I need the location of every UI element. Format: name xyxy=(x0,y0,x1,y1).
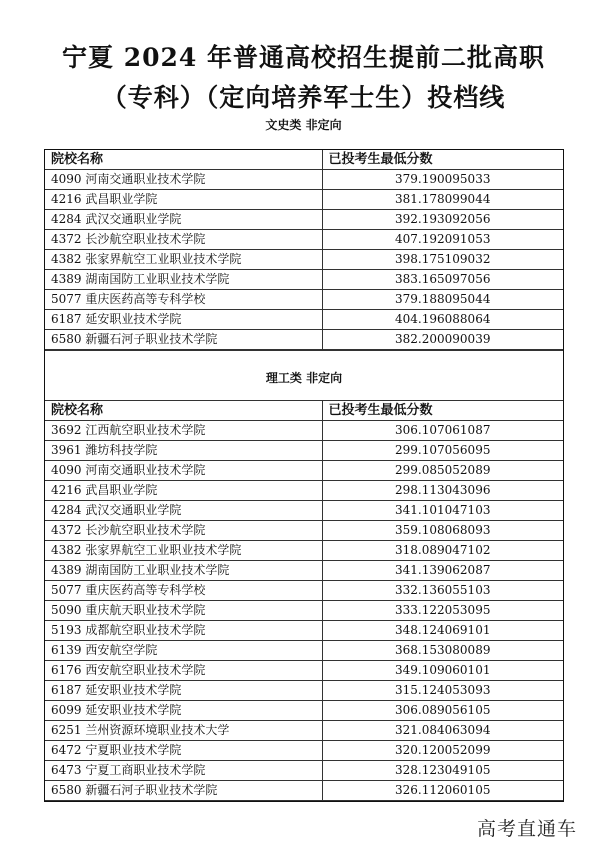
school-cell: 6187 延安职业技术学院 xyxy=(45,681,322,701)
score-cell: 298.113043096 xyxy=(322,481,563,501)
table-row xyxy=(45,170,563,190)
table-row xyxy=(45,621,563,641)
table-row xyxy=(45,641,563,661)
section-2-heading xyxy=(45,350,563,401)
school-cell: 6139 西安航空学院 xyxy=(45,641,322,661)
score-cell: 349.109060101 xyxy=(322,661,563,681)
table-row xyxy=(45,521,563,541)
score-cell: 315.124053093 xyxy=(322,681,563,701)
school-cell: 5090 重庆航天职业技术学院 xyxy=(45,601,322,621)
table-row xyxy=(45,481,563,501)
table-row xyxy=(45,190,563,210)
table-row xyxy=(45,661,563,681)
table-row xyxy=(45,581,563,601)
watermark-text: 高考直通车 xyxy=(476,818,577,840)
table-header-row xyxy=(45,150,563,170)
score-cell: 368.153080089 xyxy=(322,641,563,661)
score-cell: 359.108068093 xyxy=(322,521,563,541)
score-cell: 379.190095033 xyxy=(322,170,563,190)
header-score: 已投考生最低分数 xyxy=(322,150,563,170)
school-cell: 4284 武汉交通职业学院 xyxy=(45,501,322,521)
score-cell: 407.192091053 xyxy=(322,230,563,250)
table-header-row xyxy=(45,401,563,421)
table-row xyxy=(45,741,563,761)
score-cell: 341.101047103 xyxy=(322,501,563,521)
page-title-line-1: 宁夏 2024 年普通高校招生提前二批高职 xyxy=(62,43,545,72)
score-cell: 348.124069101 xyxy=(322,621,563,641)
school-cell: 4090 河南交通职业技术学院 xyxy=(45,461,322,481)
school-cell: 6176 西安航空职业技术学院 xyxy=(45,661,322,681)
school-cell: 4382 张家界航空工业职业技术学院 xyxy=(45,250,322,270)
table-row xyxy=(45,270,563,290)
school-cell: 5193 成都航空职业技术学院 xyxy=(45,621,322,641)
score-cell: 299.107056095 xyxy=(322,441,563,461)
score-cell: 333.122053095 xyxy=(322,601,563,621)
table-row xyxy=(45,761,563,781)
page-title-line-2: （专科）（定向培养军士生）投档线 xyxy=(101,83,506,112)
school-cell: 4090 河南交通职业技术学院 xyxy=(45,170,322,190)
score-cell: 328.123049105 xyxy=(322,761,563,781)
school-cell: 3692 江西航空职业技术学院 xyxy=(45,421,322,441)
table-row xyxy=(45,561,563,581)
table-row xyxy=(45,681,563,701)
school-cell: 6251 兰州资源环境职业技术大学 xyxy=(45,721,322,741)
score-cell: 326.112060105 xyxy=(322,781,563,801)
score-cell: 383.165097056 xyxy=(322,270,563,290)
score-cell: 341.139062087 xyxy=(322,561,563,581)
school-cell: 4216 武昌职业学院 xyxy=(45,481,322,501)
table-row xyxy=(45,461,563,481)
header-school: 院校名称 xyxy=(45,150,322,170)
table-row xyxy=(45,501,563,521)
table-row xyxy=(45,230,563,250)
school-cell: 3961 潍坊科技学院 xyxy=(45,441,322,461)
score-cell: 392.193092056 xyxy=(322,210,563,230)
school-cell: 5077 重庆医药高等专科学校 xyxy=(45,290,322,310)
score-cell: 381.178099044 xyxy=(322,190,563,210)
ligong-table xyxy=(45,401,563,801)
school-cell: 4389 湖南国防工业职业技术学院 xyxy=(45,270,322,290)
score-cell: 318.089047102 xyxy=(322,541,563,561)
table-row xyxy=(45,210,563,230)
school-cell: 4382 张家界航空工业职业技术学院 xyxy=(45,541,322,561)
school-cell: 4372 长沙航空职业技术学院 xyxy=(45,521,322,541)
table-row xyxy=(45,290,563,310)
school-cell: 4216 武昌职业学院 xyxy=(45,190,322,210)
wenshi-table xyxy=(45,150,563,350)
table-row xyxy=(45,721,563,741)
school-cell: 4389 湖南国防工业职业技术学院 xyxy=(45,561,322,581)
school-cell: 6580 新疆石河子职业技术学院 xyxy=(45,330,322,350)
table-row xyxy=(45,330,563,350)
score-cell: 398.175109032 xyxy=(322,250,563,270)
school-cell: 4372 长沙航空职业技术学院 xyxy=(45,230,322,250)
score-cell: 306.089056105 xyxy=(322,701,563,721)
score-cell: 332.136055103 xyxy=(322,581,563,601)
score-cell: 321.084063094 xyxy=(322,721,563,741)
school-cell: 6187 延安职业技术学院 xyxy=(45,310,322,330)
school-cell: 6473 宁夏工商职业技术学院 xyxy=(45,761,322,781)
section-2-title: 理工类 非定向 xyxy=(265,371,343,385)
table-row xyxy=(45,701,563,721)
table-row xyxy=(45,601,563,621)
table-row xyxy=(45,310,563,330)
score-table-frame xyxy=(44,149,564,802)
table-row xyxy=(45,441,563,461)
table-row xyxy=(45,250,563,270)
header-school: 院校名称 xyxy=(45,401,322,421)
school-cell: 5077 重庆医药高等专科学校 xyxy=(45,581,322,601)
header-score: 已投考生最低分数 xyxy=(322,401,563,421)
score-cell: 379.188095044 xyxy=(322,290,563,310)
school-cell: 6472 宁夏职业技术学院 xyxy=(45,741,322,761)
table-row xyxy=(45,421,563,441)
score-cell: 299.085052089 xyxy=(322,461,563,481)
table-row xyxy=(45,541,563,561)
school-cell: 4284 武汉交通职业学院 xyxy=(45,210,322,230)
section-1-title: 文史类 非定向 xyxy=(265,118,342,132)
school-cell: 6099 延安职业技术学院 xyxy=(45,701,322,721)
school-cell: 6580 新疆石河子职业技术学院 xyxy=(45,781,322,801)
score-cell: 382.200090039 xyxy=(322,330,563,350)
table-row xyxy=(45,781,563,801)
score-cell: 306.107061087 xyxy=(322,421,563,441)
score-cell: 320.120052099 xyxy=(322,741,563,761)
score-cell: 404.196088064 xyxy=(322,310,563,330)
